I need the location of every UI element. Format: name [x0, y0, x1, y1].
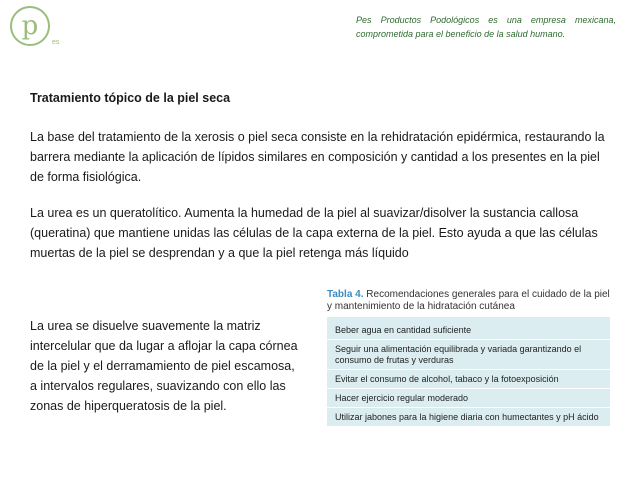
table-row: Hacer ejercicio regular moderado	[327, 389, 610, 408]
logo-icon	[8, 4, 70, 48]
page-title: Tratamiento tópico de la piel seca	[30, 91, 231, 105]
table-title: Recomendaciones generales para el cuidado de la piel y mantenimiento de la hidratación cutánea	[327, 289, 610, 312]
table-row: Beber agua en cantidad suficiente	[327, 321, 610, 340]
table-body	[327, 317, 610, 426]
table-caption	[307, 289, 613, 312]
company-tagline: Pes Productos Podológicos es una empresa mexicana, comprometida para el beneficio de la salud humano.	[356, 15, 616, 39]
logo-letter: p	[21, 11, 39, 41]
paragraph-urea-matrix: La urea se disuelve suavemente la matriz intercelular que da lugar a aflojar la capa córnea de la piel y el derramamiento de piel escamosa, a intervalos regulares, suavizando con ello las zonas de hiperqueratosis de la piel.	[30, 319, 298, 413]
table-row: Seguir una alimentación equilibrada y variada garantizando el consumo de frutas y verduras	[327, 340, 610, 370]
recommendations-table	[307, 289, 613, 447]
table-row: Utilizar jabones para la higiene diaria con humectantes y pH ácido	[335, 412, 599, 422]
paragraph-urea-keratolytic: La urea es un queratolítico. Aumenta la humedad de la piel al suavizar/disolver la sustancia callosa (queratina) que mantiene unidas las células de la capa externa de la piel. Esto ayuda a que las células muertas de la piel se desprendan y a que la piel retenga más líquido	[30, 206, 598, 260]
paragraph-treatment-basis: La base del tratamiento de la xerosis o piel seca consiste en la rehidratación epidérmica, restaurando la barrera mediante la aplicación de lípidos similares en composición y cantidad a los presentes en la piel de forma fisiológica.	[30, 130, 605, 184]
table-row: Evitar el consumo de alcohol, tabaco y la fotoexposición	[327, 370, 610, 389]
table-label: Tabla 4.	[327, 289, 364, 300]
logo-suffix: es	[52, 39, 60, 46]
company-logo	[8, 4, 70, 48]
